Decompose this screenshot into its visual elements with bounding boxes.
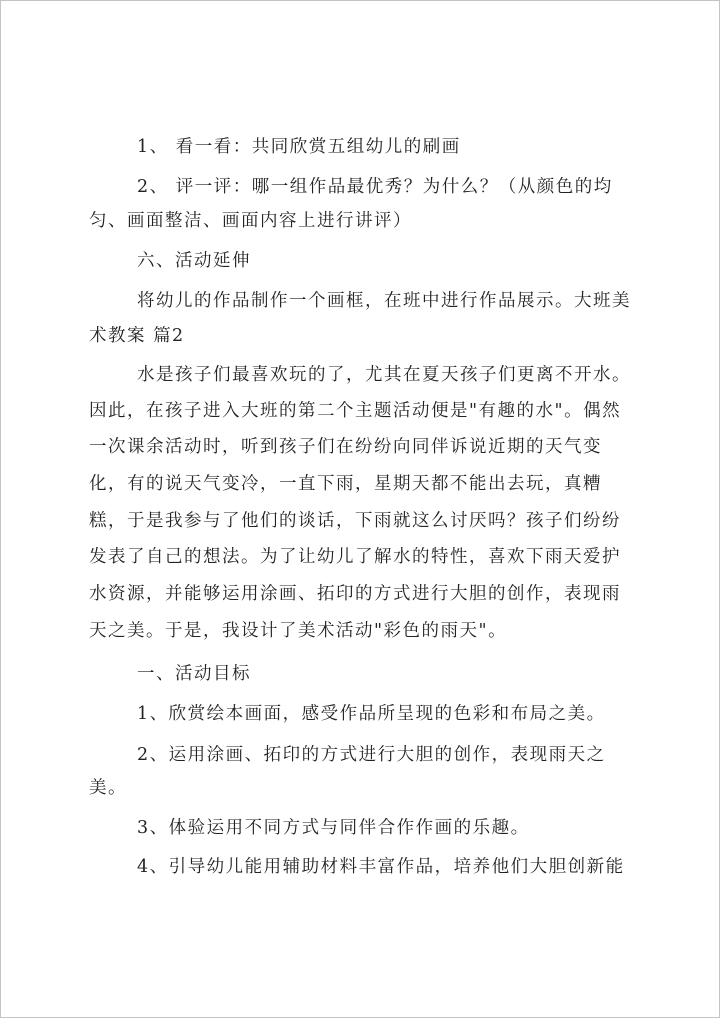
text-line: 4、引导幼儿能用辅助材料丰富作品，培养他们大胆创新能 <box>137 857 625 877</box>
text-line: 糕，于是我参与了他们的谈话，下雨就这么讨厌吗？孩子们纷纷 <box>89 511 621 531</box>
text-line: 美。 <box>89 778 127 798</box>
text-line: 术教案 篇2 <box>89 326 185 346</box>
section-heading: 六、活动延伸 <box>137 251 251 271</box>
text-line: 1、 看一看：共同欣赏五组幼儿的刷画 <box>137 137 461 157</box>
text-line: 匀、画面整洁、画面内容上进行讲评） <box>89 211 412 231</box>
text-line: 水资源，并能够运用涂画、拓印的方式进行大胆的创作，表现雨 <box>89 584 621 604</box>
text-line: 化，有的说天气变冷，一直下雨，星期天都不能出去玩，真糟 <box>89 474 602 494</box>
text-line: 发表了自己的想法。为了让幼儿了解水的特性，喜欢下雨天爱护 <box>89 547 621 567</box>
text-line: 一次课余活动时，听到孩子们在纷纷向同伴诉说近期的天气变 <box>89 437 602 457</box>
text-line: 2、运用涂画、拓印的方式进行大胆的创作，表现雨天之 <box>137 745 606 765</box>
section-heading: 一、活动目标 <box>137 664 251 684</box>
text-line: 1、欣赏绘本画面，感受作品所呈现的色彩和布局之美。 <box>137 704 606 724</box>
text-line: 将幼儿的作品制作一个画框，在班中进行作品展示。大班美 <box>137 291 631 311</box>
text-line: 水是孩子们最喜欢玩的了，尤其在夏天孩子们更离不开水。 <box>137 365 631 385</box>
text-line: 2、 评一评：哪一组作品最优秀？为什么？（从颜色的均 <box>137 177 613 197</box>
text-line: 因此，在孩子进入大班的第二个主题活动便是"有趣的水"。偶然 <box>89 401 622 421</box>
text-line: 3、体验运用不同方式与同伴合作作画的乐趣。 <box>137 818 530 838</box>
text-line: 天之美。于是，我设计了美术活动"彩色的雨天"。 <box>89 621 508 641</box>
